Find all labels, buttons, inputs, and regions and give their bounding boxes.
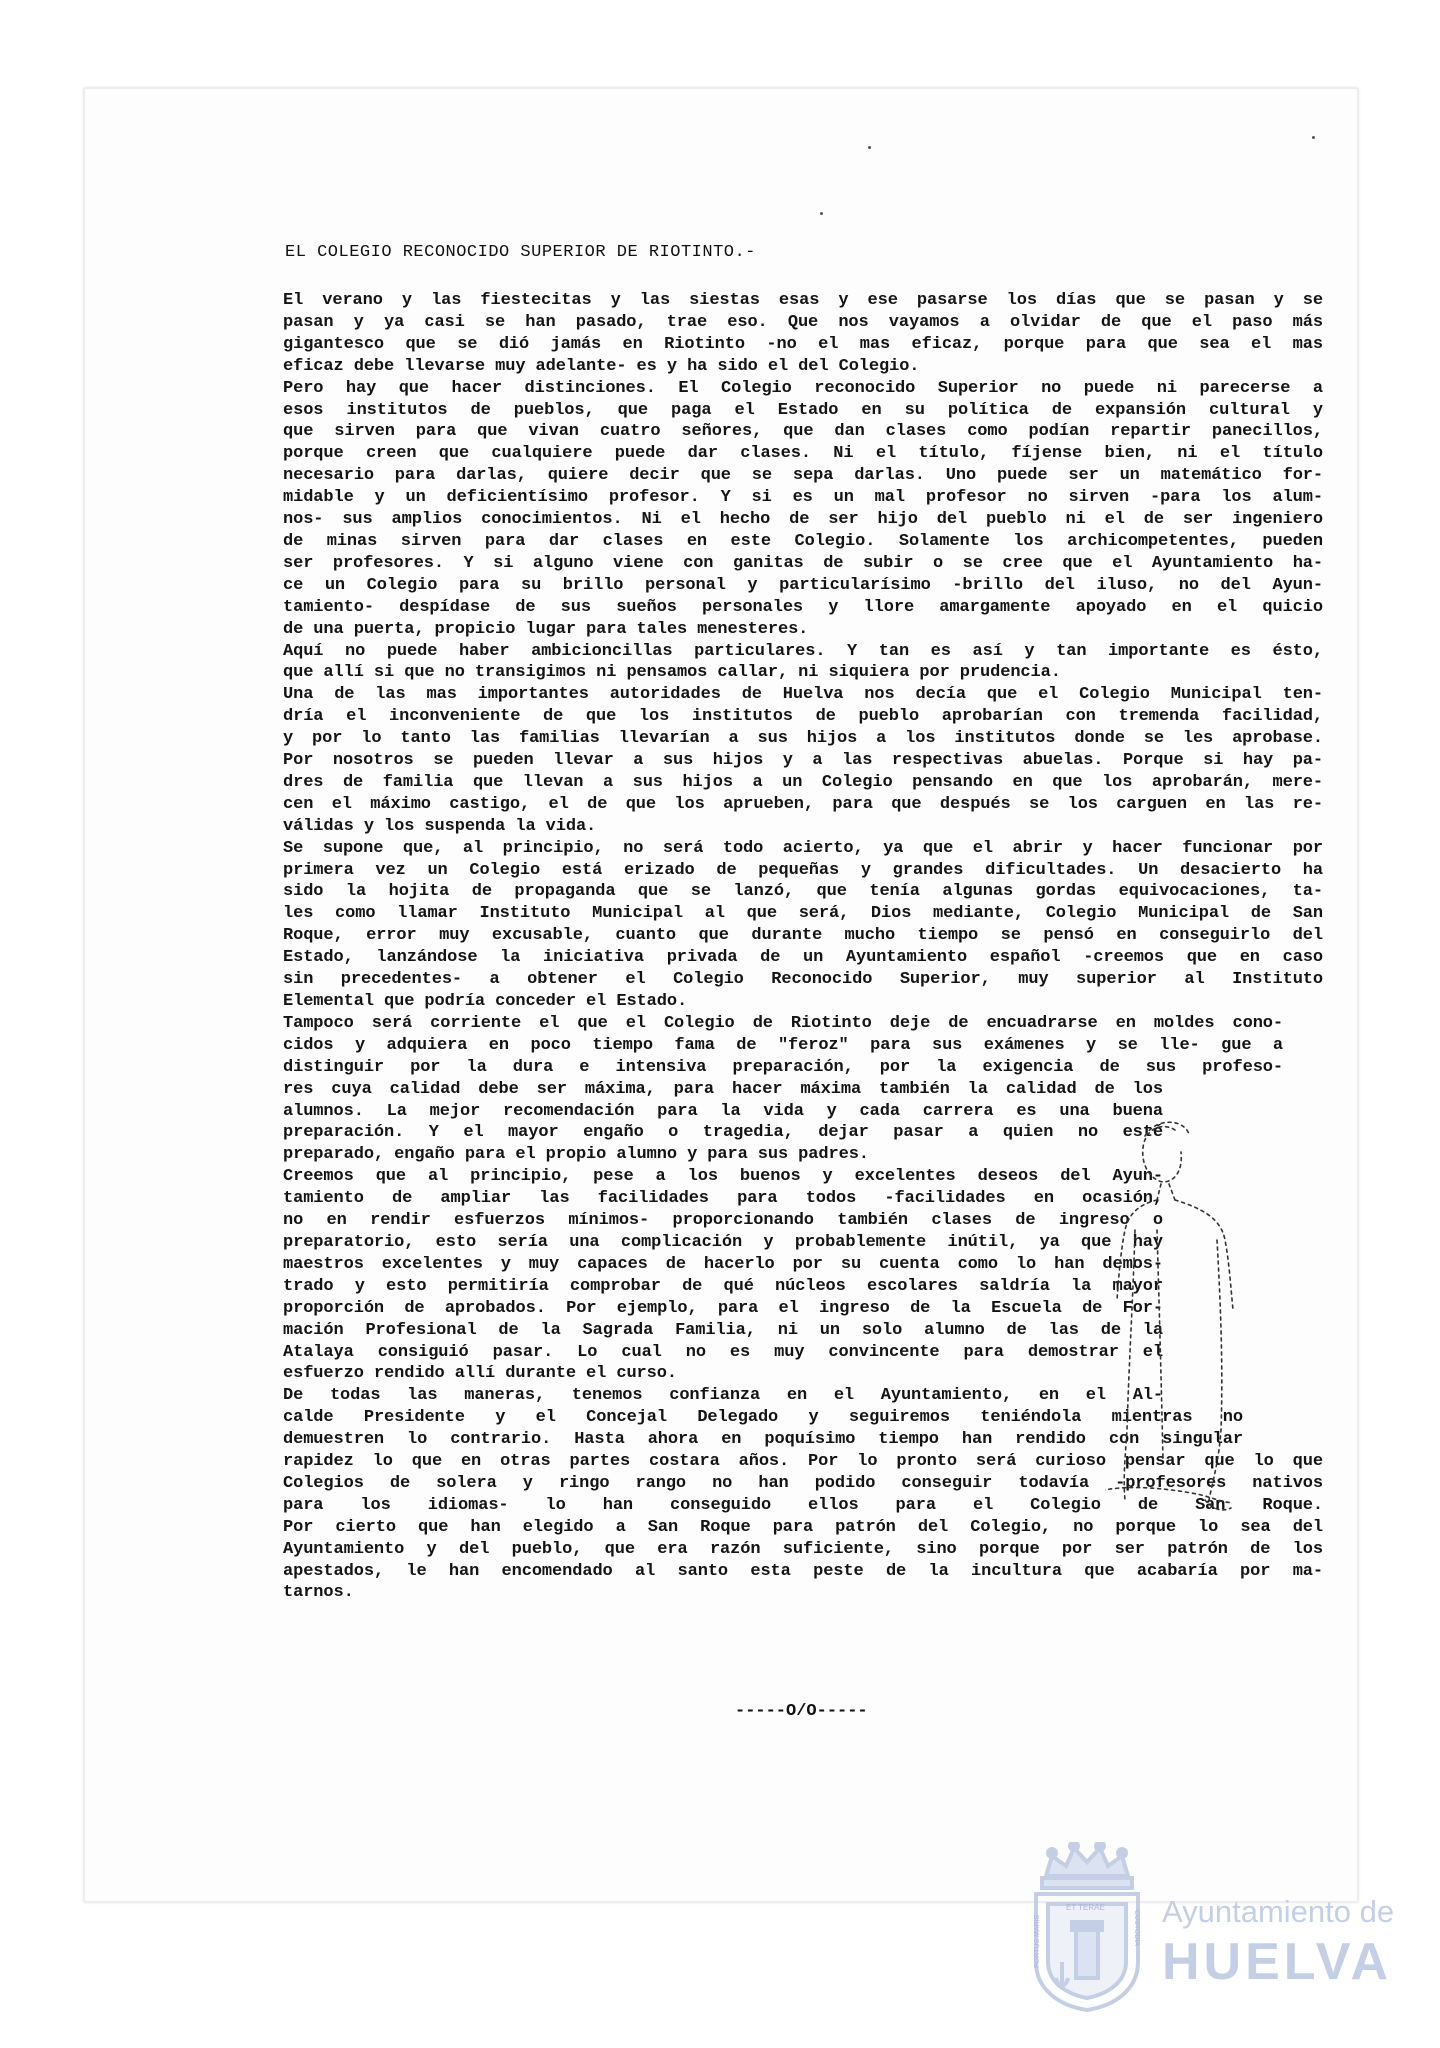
text-line: para los idiomas- lo han conseguido ellos para el Colegio de San Roque. [283,1495,1323,1515]
text-line: necesario para darlas, quiere decir que se sepa darlas. Uno puede ser un matemático for- [283,466,1323,486]
text-line: rapidez lo que en otras partes costara años. Por lo pronto será curioso pensar que lo que [283,1452,1323,1472]
text-line: sido la hojita de propaganda que se lanzó, que tenía algunas gordas equivocaciones, ta- [283,882,1323,902]
text-line: Pero hay que hacer distinciones. El Colegio reconocido Superior no puede ni parecerse a [283,378,1323,398]
text-line: no en rendir esfuerzos mínimos- proporcionando también clases de ingreso o [283,1211,1163,1231]
text-line: maestros excelentes y muy capaces de hacerlo por su cuenta como lo han demos- [283,1254,1163,1274]
text-line: tamiento de ampliar las facilidades para todos -facilidades en ocasión, [283,1189,1163,1209]
text-line: de minas sirven para dar clases en este Colegio. Solamente los archicompetentes, pueden [283,531,1323,551]
text-line: les como llamar Instituto Municipal al que será, Dios mediante, Colegio Municipal de San [283,904,1323,924]
watermark-line1: Ayuntamiento de [1162,1894,1395,1929]
text-line: porque creen que cualquiere puede dar clases. Ni el título, fíjense bien, ni el título [283,444,1323,464]
text-line: sin precedentes- a obtener el Colegio Reconocido Superior, muy superior al Instituto [283,970,1323,990]
text-line: Roque, error muy excusable, cuanto que durante mucho tiempo se pensó en conseguirlo del [283,926,1323,946]
scan-speck [820,212,823,215]
text-line: que allí si que no transigimos ni pensamos callar, ni siquiera por prudencia. [283,663,1061,683]
text-line: eficaz debe llevarse muy adelante- es y ha sido el del Colegio. [283,356,920,376]
text-line: Estado, lanzándose la iniciativa privada de un Ayuntamiento español -creemos que en caso [283,948,1323,968]
text-line: ser profesores. Y si alguno viene con ganitas de subir o se cree que el Ayuntamiento ha- [283,553,1323,573]
text-line: mación Profesional de la Sagrada Familia, ni un solo alumno de las de la [283,1320,1163,1340]
figure-sketch [1105,1100,1335,1540]
text-line: dres de familia que llevan a sus hijos a un Colegio pensando en que los aprobarán, mere- [283,772,1323,792]
sketch-left-arm [1117,1200,1157,1300]
sketch-right-side [1209,1240,1222,1500]
text-line: válidas y los suspenda la vida. [283,816,597,836]
watermark-text [1162,1894,1394,1992]
text-line: distinguir por la dura e intensiva preparación, por la exigencia de sus profeso- [283,1057,1283,1077]
sketch-right-arm [1175,1200,1233,1310]
text-line: cidos y adquiera en poco tiempo fama de "feroz" para sus exámenes y se lle- gue a [283,1035,1283,1055]
text-line: Una de las mas importantes autoridades de Huelva nos decía que el Colegio Municipal ten- [283,685,1323,705]
text-line: cen el máximo castigo, el de que los aprueben, para que después se los carguen en las re- [283,794,1323,814]
text-line: ce un Colegio para su brillo personal y particularísimo -brillo del iluso, no del Ayun- [283,575,1323,595]
text-line: preparación. Y el mayor engaño o tragedia, dejar pasar a quien no esté [283,1123,1163,1143]
sketch-left-side [1124,1230,1135,1500]
text-line: esfuerzo rendido allí durante el curso. [283,1364,677,1384]
shield-band-text: ET TERAE [1066,1903,1105,1912]
text-line: calde Presidente y el Concejal Delegado y seguiremos teniéndola mientras no [283,1408,1243,1428]
sketch-head [1143,1127,1182,1182]
text-line: Tampoco será corriente el que el Colegio de Riotinto deje de encuadrarse en moldes cono- [283,1013,1283,1033]
watermark-line2: HUELVA [1162,1933,1393,1991]
text-line: Por nosotros se pueden llevar a sus hijos y a las respectivas abuelas. Porque si hay pa- [283,751,1323,771]
text-line: proporción de aprobados. Por ejemplo, para el ingreso de la Escuela de For- [283,1298,1163,1318]
text-line: tamiento- despídase de sus sueños personales y llore amargamente apoyado en el quicio [283,597,1323,617]
text-line: Creemos que al principio, pese a los buenos y excelentes deseos del Ayun- [283,1167,1163,1187]
text-line: Colegios de solera y ringo rango no han podido conseguir todavía -profesores nativos [283,1473,1323,1493]
text-line: pasan y ya casi se han pasado, trae eso. Que nos vayamos a olvidar de que el paso más [283,312,1323,332]
text-line: Elemental que podría conceder el Estado. [283,992,688,1011]
text-line: El verano y las fiestecitas y las siestas esas y ese pasarse los días que se pasan y se [283,291,1323,310]
text-line: demuestren lo contrario. Hasta ahora en poquísimo tiempo han rendido con singular [283,1430,1243,1450]
text-line: Se supone que, al principio, no será todo acierto, ya que el abrir y hacer funcionar por [283,838,1323,858]
sketch-hair [1145,1122,1189,1136]
text-line: primera vez un Colegio está erizado de pequeñas y grandes dificultades. Un desacierto ha [283,860,1323,880]
text-line: Por cierto que han elegido a San Roque para patrón del Colegio, no porque lo sea del [283,1517,1323,1537]
sketch-coat-line [1157,1230,1163,1460]
text-line: esos institutos de pueblos, que paga el Estado en su política de expansión cultural y [283,400,1323,420]
text-line: que sirven para que vivan cuatro señores, que dan clases como podían repartir panecillos, [283,422,1323,442]
shield-right-motto: CUSTODIA [1133,1910,1140,1947]
shield-left-motto: PORTUS MARIS [1034,1914,1041,1968]
text-line: trado y esto permitiría comprobar de qué núcleos escolares saldría la mayor [283,1276,1163,1296]
scan-speck [1312,136,1315,139]
text-line: dría el inconveniente de que los institutos de pueblo aprobarían con tremenda facilidad, [283,707,1323,727]
text-line: preparatorio, esto sería una complicación y probablemente inútil, ya que hay [283,1232,1163,1252]
scan-speck [868,146,871,149]
document-title: EL COLEGIO RECONOCIDO SUPERIOR DE RIOTINTO.- [285,243,756,262]
text-line: De todas las maneras, tenemos confianza en el Ayuntamiento, en el Al- [283,1386,1163,1406]
text-line: preparado, engaño para el propio alumno y para sus padres. [283,1145,869,1165]
end-separator: -----O/O----- [735,1702,868,1721]
text-line: Aquí no puede haber ambicioncillas particulares. Y tan es así y tan importante es ésto, [283,641,1323,661]
text-line: Atalaya consiguió pasar. Lo cual no es muy convincente para demostrar el [283,1342,1163,1362]
text-line: y por lo tanto las familias llevarían a sus hijos a los institutos donde se les aprobase. [283,729,1323,749]
text-line: tarnos. [283,1583,354,1603]
text-line: midable y un deficientísimo profesor. Y si es un mal profesor no sirven -para los alum- [283,488,1323,508]
text-line: gigantesco que se dió jamás en Riotinto -no el mas eficaz, porque para que sea el mas [283,334,1323,354]
text-line: de una puerta, propicio lugar para tales menesteres. [283,619,809,639]
text-line: nos- sus amplios conocimientos. Ni el hecho de ser hijo del pueblo ni el de ser ingeniero [283,510,1323,530]
text-line: Ayuntamiento y del pueblo, que era razón suficiente, sino porque por ser patrón de los [283,1539,1323,1559]
text-line: alumnos. La mejor recomendación para la vida y cada carrera es una buena [283,1101,1163,1121]
text-line: res cuya calidad debe ser máxima, para hacer máxima también la calidad de los [283,1079,1163,1099]
text-line: apestados, le han encomendado al santo esta peste de la incultura que acabaría por ma- [283,1561,1323,1581]
